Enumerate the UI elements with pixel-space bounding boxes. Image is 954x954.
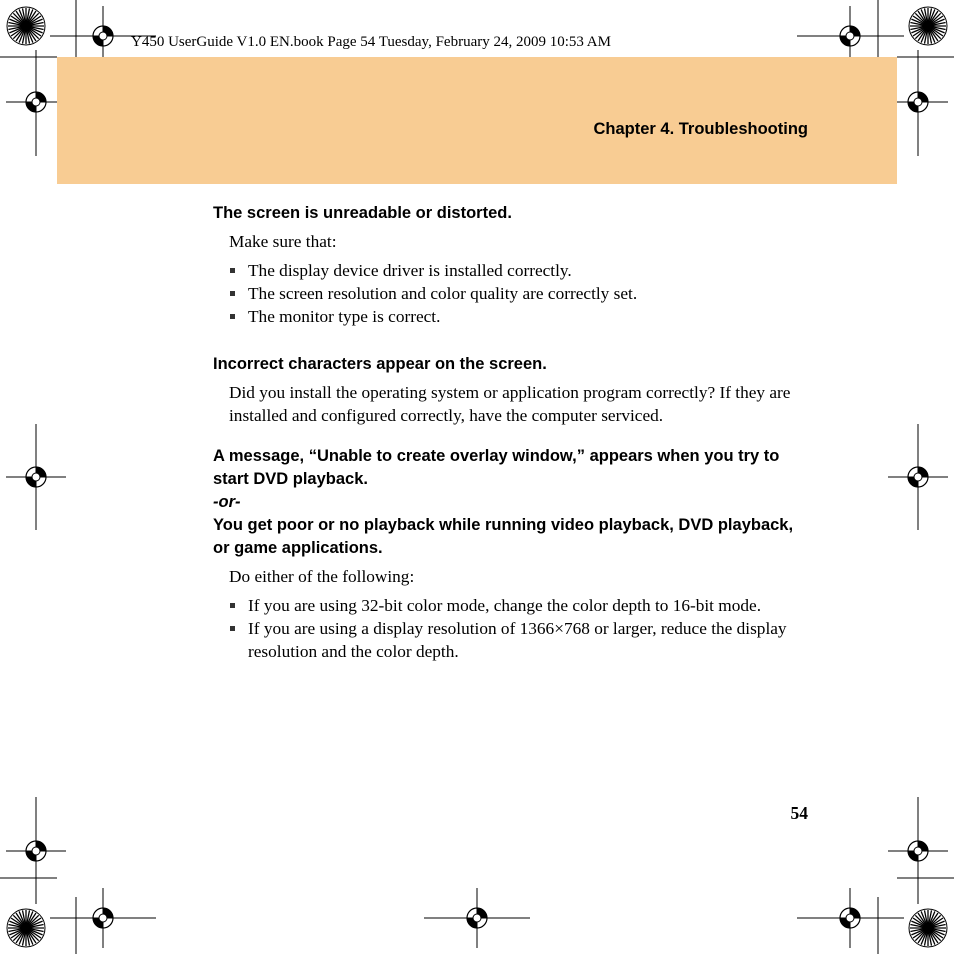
bullet-icon (230, 291, 235, 296)
section-intro: Make sure that: (229, 232, 337, 251)
print-slug-line: Y450 UserGuide V1.0 EN.book Page 54 Tuesday, February 24, 2009 10:53 AM (131, 34, 611, 50)
or-separator: -or- (213, 493, 241, 511)
bullet-list (213, 259, 813, 328)
page-content (213, 202, 813, 663)
chapter-title: Chapter 4. Troubleshooting (593, 120, 808, 138)
page-number: 54 (790, 803, 808, 823)
section-screen-unreadable (213, 202, 813, 328)
section-incorrect-characters (213, 353, 813, 427)
section-intro: Do either of the following: (229, 567, 415, 586)
section-heading: Incorrect characters appear on the screen. (213, 355, 547, 373)
bullet-icon (230, 603, 235, 608)
list-item: If you are using 32-bit color mode, change the color depth to 16-bit mode. (213, 594, 813, 617)
section-heading: A message, “Unable to create overlay window,” appears when you try to start DVD playback. (213, 447, 780, 488)
list-item: The display device driver is installed correctly. (213, 259, 813, 282)
bullet-list (213, 594, 813, 663)
section-body: Did you install the operating system or application program correctly? If they are installed and configured correctly, have the computer serviced. (229, 383, 791, 425)
chapter-header-band (57, 57, 897, 184)
bullet-icon (230, 314, 235, 319)
list-item: The monitor type is correct. (213, 305, 813, 328)
list-item: The screen resolution and color quality are correctly set. (213, 282, 813, 305)
section-overlay-window (213, 445, 813, 663)
section-heading: The screen is unreadable or distorted. (213, 204, 512, 222)
section-heading-alt: You get poor or no playback while running video playback, DVD playback, or game applications. (213, 516, 794, 557)
bullet-icon (230, 626, 235, 631)
list-item: If you are using a display resolution of 1366×768 or larger, reduce the display resolution and the color depth. (213, 617, 813, 663)
bullet-icon (230, 268, 235, 273)
